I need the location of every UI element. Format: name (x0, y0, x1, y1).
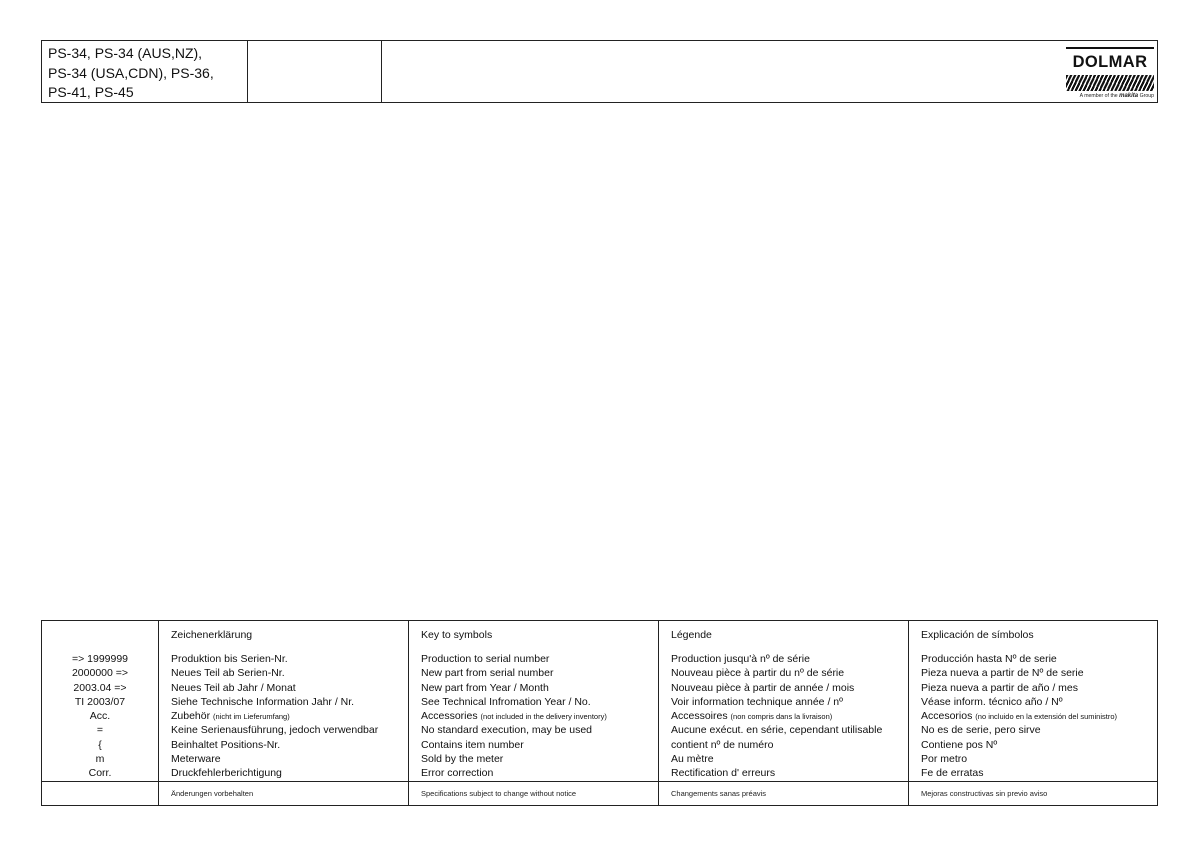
entry-note: (no incluido en la extensión del suministro) (975, 712, 1118, 722)
legend-entry (171, 695, 378, 709)
entry-text: Contains item number (421, 738, 524, 751)
footer-note-fr: Changements sanas préavis (671, 789, 767, 798)
entry-text: Nouveau pièce à partir de année / mois (671, 681, 855, 694)
footer-note-de: Änderungen vorbehalten (171, 789, 254, 798)
legend-entry (921, 723, 1117, 737)
legend-entry (671, 766, 882, 780)
symbol-legend-table (41, 620, 1158, 806)
tagline-brand: makita (1119, 93, 1139, 99)
symbol: Acc. (89, 710, 111, 723)
page-header (41, 40, 1158, 103)
tagline-suffix: Group (1139, 93, 1154, 99)
entry-note: (nicht im Lieferumfang) (213, 712, 290, 722)
legend-entry (171, 681, 378, 695)
symbol: = (96, 724, 104, 737)
entry-text: Rectification d' erreurs (671, 767, 776, 780)
entry-text: No es de serie, pero sirve (921, 724, 1041, 737)
column-es (921, 652, 1117, 781)
legend-entry (421, 738, 607, 752)
logo-tagline (1066, 93, 1154, 100)
legend-entry (921, 652, 1117, 666)
entry-text: Beinhaltet Positions-Nr. (171, 738, 281, 751)
column-divider (158, 621, 159, 805)
legend-entry (421, 681, 607, 695)
footer-divider (42, 781, 1157, 782)
legend-entry (171, 652, 378, 666)
legend-entry (421, 723, 607, 737)
model-line: PS-34, PS-34 (AUS,NZ), (48, 45, 203, 61)
footer-note-es: Mejoras constructivas sin previo aviso (921, 789, 1048, 798)
legend-entry (171, 752, 378, 766)
model-line: PS-34 (USA,CDN), PS-36, (48, 64, 214, 81)
footer-note-en: Specifications subject to change without notice (421, 789, 577, 798)
entry-text: Zubehör (171, 710, 211, 723)
legend-entry (671, 723, 882, 737)
legend-entry (171, 666, 378, 680)
legend-entry (921, 766, 1117, 780)
legend-entry (171, 766, 378, 780)
entry-text: Voir information technique année / nº (671, 695, 843, 708)
entry-text: Au mètre (671, 753, 714, 766)
entry-note: (not included in the delivery inventory) (480, 712, 607, 722)
column-en (421, 652, 607, 781)
entry-text: See Technical Infromation Year / No. (421, 695, 591, 708)
legend-entry (671, 666, 882, 680)
entry-text: Accessoires (671, 710, 728, 723)
entry-text: Pieza nueva a partir de Nº de serie (921, 667, 1084, 680)
entry-text: Accessories (421, 710, 478, 723)
entry-text: New part from serial number (421, 667, 554, 680)
legend-entry (921, 709, 1117, 723)
entry-text: Aucune exécut. en série, cependant utilisable (671, 724, 883, 737)
entry-text: Siehe Technische Information Jahr / Nr. (171, 695, 355, 708)
legend-entry (171, 723, 378, 737)
legend-entry (671, 681, 882, 695)
column-heading-en: Key to symbols (421, 629, 493, 641)
legend-entry (421, 666, 607, 680)
symbol: 2003.04 => (73, 681, 127, 694)
entry-text: Sold by the meter (421, 753, 504, 766)
model-line: PS-41, PS-45 (48, 84, 134, 100)
column-divider (408, 621, 409, 805)
entry-note: (non compris dans la livraison) (730, 712, 833, 722)
entry-text: Producción hasta Nº de serie (921, 653, 1057, 665)
entry-text: Neues Teil ab Serien-Nr. (171, 667, 285, 680)
legend-entry (421, 695, 607, 709)
legend-entry (921, 752, 1117, 766)
entry-text: Production to serial number (421, 653, 550, 665)
column-heading-fr: Légende (671, 629, 712, 641)
entry-text: Pieza nueva a partir de año / mes (921, 681, 1079, 694)
entry-text: No standard execution, may be used (421, 724, 593, 737)
legend-entry (421, 709, 607, 723)
symbol: TI 2003/07 (74, 695, 126, 708)
header-title-cell (382, 41, 1157, 102)
header-blank-cell (248, 41, 382, 102)
model-list (42, 41, 248, 102)
tagline-prefix: A member of the (1079, 93, 1118, 99)
column-heading-de: Zeichenerklärung (171, 629, 253, 641)
legend-entry (921, 738, 1117, 752)
legend-entry (921, 681, 1117, 695)
legend-entry (671, 738, 882, 752)
logo-brand: DOLMAR (1072, 53, 1148, 71)
entry-text: Nouveau pièce à partir du nº de série (671, 667, 845, 680)
symbol: 2000000 => (71, 667, 129, 680)
legend-entry (671, 652, 882, 666)
column-de (171, 652, 378, 781)
legend-entry (421, 766, 607, 780)
legend-entry (921, 666, 1117, 680)
entry-text: Keine Serienausführung, jedoch verwendbar (171, 724, 379, 737)
legend-entry (171, 709, 378, 723)
column-divider (908, 621, 909, 805)
entry-text: Error correction (421, 767, 494, 780)
symbol: => 1999999 (71, 653, 129, 665)
column-fr (671, 652, 882, 781)
entry-text: Contiene pos Nº (921, 738, 998, 751)
dolmar-logo (1066, 45, 1154, 100)
symbols-column (42, 652, 158, 781)
column-heading-es: Explicación de símbolos (921, 629, 1034, 641)
entry-text: Por metro (921, 753, 968, 766)
column-divider (658, 621, 659, 805)
logo-rule (1066, 47, 1154, 49)
entry-text: Véase inform. técnico año / Nº (921, 695, 1063, 708)
legend-entry (671, 709, 882, 723)
entry-text: Fe de erratas (921, 767, 984, 780)
entry-text: Produktion bis Serien-Nr. (171, 653, 288, 665)
symbol: m (95, 753, 105, 766)
legend-entry (421, 652, 607, 666)
legend-entry (671, 695, 882, 709)
entry-text: New part from Year / Month (421, 681, 549, 694)
logo-stripes-icon (1066, 75, 1154, 91)
entry-text: Druckfehlerberichtigung (171, 767, 282, 780)
legend-entry (421, 752, 607, 766)
entry-text: Neues Teil ab Jahr / Monat (171, 681, 296, 694)
legend-entry (921, 695, 1117, 709)
legend-entry (671, 752, 882, 766)
symbol: Corr. (88, 767, 112, 780)
entry-text: contient nº de numéro (671, 738, 774, 751)
symbol: { (98, 738, 102, 751)
legend-entry (171, 738, 378, 752)
entry-text: Meterware (171, 753, 221, 766)
entry-text: Accesorios (921, 710, 973, 723)
entry-text: Production jusqu'à nº de série (671, 653, 810, 665)
